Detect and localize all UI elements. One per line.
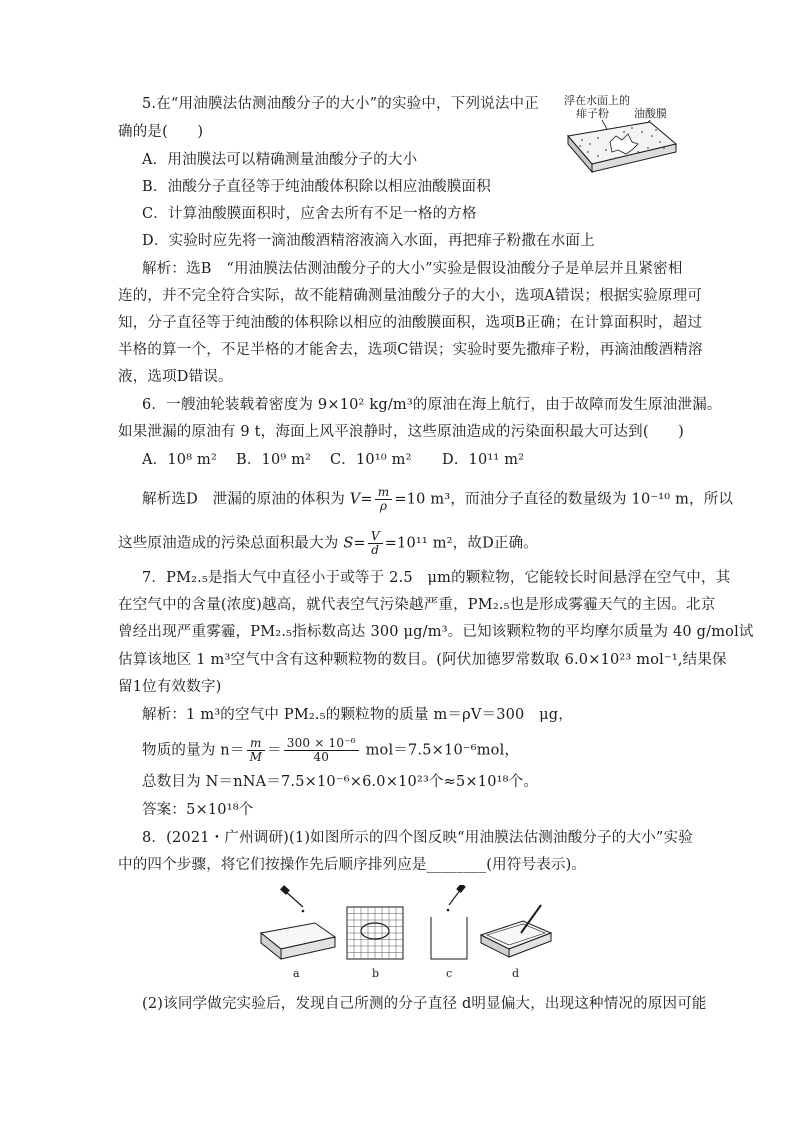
q8-steps-figure (255, 885, 555, 985)
q8-label-c: c (446, 967, 453, 980)
q8-label-b: b (372, 967, 380, 980)
q7-analysis-2-pre: 物质的量为 n＝ (142, 742, 245, 759)
q8-label-a: a (293, 967, 300, 980)
q7-stem-line-3: 曾经出现严重雾霾，PM₂.₅指标数高达 300 μg/m³。已知该颗粒物的平均摩尔质量为 40 g/mol试 (118, 624, 754, 640)
q7-frac2-den: 40 (313, 750, 330, 764)
q7-stem-line-4: 估算该地区 1 m³空气中含有这种颗粒物的数目。(阿伏加德罗常数取 6.0×10²³ mol⁻¹,结果保 (118, 652, 727, 668)
q7-fraction-value (284, 737, 359, 764)
q7-frac1-num: m (250, 736, 262, 750)
q6-var-s: S (343, 535, 354, 552)
q8-stem-line-2: 中的四个步骤，将它们按操作先后顺序排列应是________(用符号表示)。 (118, 857, 587, 873)
q6-eq-1: = (360, 491, 373, 508)
q8-figure-c (431, 885, 467, 980)
q7-analysis-line-1: 解析：1 m³的空气中 PM₂.₅的颗粒物的质量 m＝ρV＝300 μg， (142, 707, 573, 723)
q7-stem-line-2: 在空气中的含量(浓度)越高，就代表空气污染越严重，PM₂.₅也是形成雾霾天气的主因。北京 (118, 597, 716, 613)
q8-figure-a (261, 885, 335, 980)
q6-frac2-num: V (370, 529, 380, 543)
q5-analysis-line-1: 解析：选B “用油膜法估测油酸分子的大小”实验是假设油酸分子是单层并且紧密相 (142, 261, 683, 277)
q6-eq-2: = (353, 535, 366, 552)
q7-eq: ＝ (267, 742, 282, 759)
q6-analysis-2-pre: 这些原油造成的污染总面积最大为 (118, 535, 344, 552)
q5-analysis-line-3: 知，分子直径等于纯油酸的体积除以相应的油酸膜面积，选项B正确；在计算面积时，超过 (118, 315, 703, 331)
q6-stem-line-1: 6．一艘油轮装载着密度为 9×10² kg/m³的原油在海上航行，由于故障而发生原油泄漏。 (142, 397, 722, 413)
q5-option-a: A．用油膜法可以精确测量油酸分子的大小 (142, 152, 418, 168)
q6-analysis-1-pre: 解析选D 泄漏的原油的体积为 (142, 491, 350, 508)
q5-label-powder-2: 痱子粉 (576, 107, 609, 120)
q7-analysis-2-post: mol＝7.5×10⁻⁶mol， (360, 742, 520, 759)
q7-stem-line-5: 留1位有效数字) (118, 679, 222, 695)
q6-option-a: A．10⁸ m² (142, 452, 218, 468)
q6-var-v: V (349, 491, 361, 508)
q5-label-powder: 浮在水面上的 (564, 94, 630, 107)
q6-frac2-den: d (371, 543, 380, 557)
q6-option-d: D．10¹¹ m² (442, 452, 525, 468)
q7-frac2-num: 300 × 10⁻⁶ (284, 737, 359, 751)
q7-stem-line-1: 7．PM₂.₅是指大气中直径小于或等于 2.5 μm的颗粒物，它能较长时间悬浮在空气中，其 (142, 570, 731, 586)
q8-label-d: d (512, 967, 520, 980)
q7-analysis-line-2 (142, 737, 519, 764)
q5-stem-line-2: 确的是( ) (118, 124, 204, 140)
q5-analysis-line-2: 连的，并不完全符合实际，故不能精确测量油酸分子的大小，选项A错误；根据实验原理可 (118, 288, 702, 304)
q8-figure-b (347, 907, 403, 980)
q7-frac1-den: M (249, 750, 263, 764)
q5-stem-line-1: 5.在“用油膜法估测油酸分子的大小”的实验中，下列说法中正 (142, 96, 539, 112)
q5-analysis-line-4: 半格的算一个，不足半格的才能舍去，选项C错误；实验时要先撒痱子粉，再滴油酸酒精溶 (118, 342, 703, 358)
q6-frac-num: m (377, 485, 390, 499)
q7-fraction-m-over-M (247, 737, 266, 764)
q5-option-d: D．实验时应先将一滴油酸酒精溶液滴入水面，再把痱子粉撒在水面上 (142, 233, 595, 249)
q6-analysis-2-post: =10¹¹ m²，故D正确。 (384, 535, 539, 552)
q6-frac-den: ρ (379, 499, 388, 513)
q7-analysis-line-3: 总数目为 N＝nNA＝7.5×10⁻⁶×6.0×10²³个≈5×10¹⁸个。 (142, 774, 539, 790)
q6-option-c: C．10¹⁰ m² (330, 452, 412, 468)
q5-oil-film-tray-figure (562, 92, 682, 182)
q5-option-c: C．计算油酸膜面积时，应舍去所有不足一格的方格 (142, 206, 477, 222)
q5-analysis-line-5: 液，选项D错误。 (118, 369, 233, 385)
q6-analysis-line-1 (142, 486, 733, 513)
q6-fraction-v-over-d (368, 530, 383, 557)
q6-stem-line-2: 如果泄漏的原油有 9 t，海面上风平浪静时，这些原油造成的污染面积最大可达到( ) (118, 424, 684, 440)
q5-label-film: 油酸膜 (634, 107, 667, 120)
q6-analysis-1-post: =10 m³，而油分子直径的数量级为 10⁻¹⁰ m，所以 (394, 491, 734, 508)
q5-option-b: B．油酸分子直径等于纯油酸体积除以相应油酸膜面积 (142, 179, 491, 195)
q6-fraction-m-over-rho (375, 486, 393, 513)
q8-part2: (2)该同学做完实验后，发现自己所测的分子直径 d明显偏大，出现这种情况的原因可能 (142, 996, 707, 1012)
q8-stem-line-1: 8．(2021・广州调研)(1)如图所示的四个图反映“用油膜法估测油酸分子的大小”实验 (142, 830, 693, 846)
q7-answer: 答案：5×10¹⁸个 (142, 802, 254, 818)
q8-figure-d (481, 905, 551, 980)
q6-option-b: B．10⁹ m² (236, 452, 312, 468)
q6-analysis-line-2 (118, 530, 538, 557)
